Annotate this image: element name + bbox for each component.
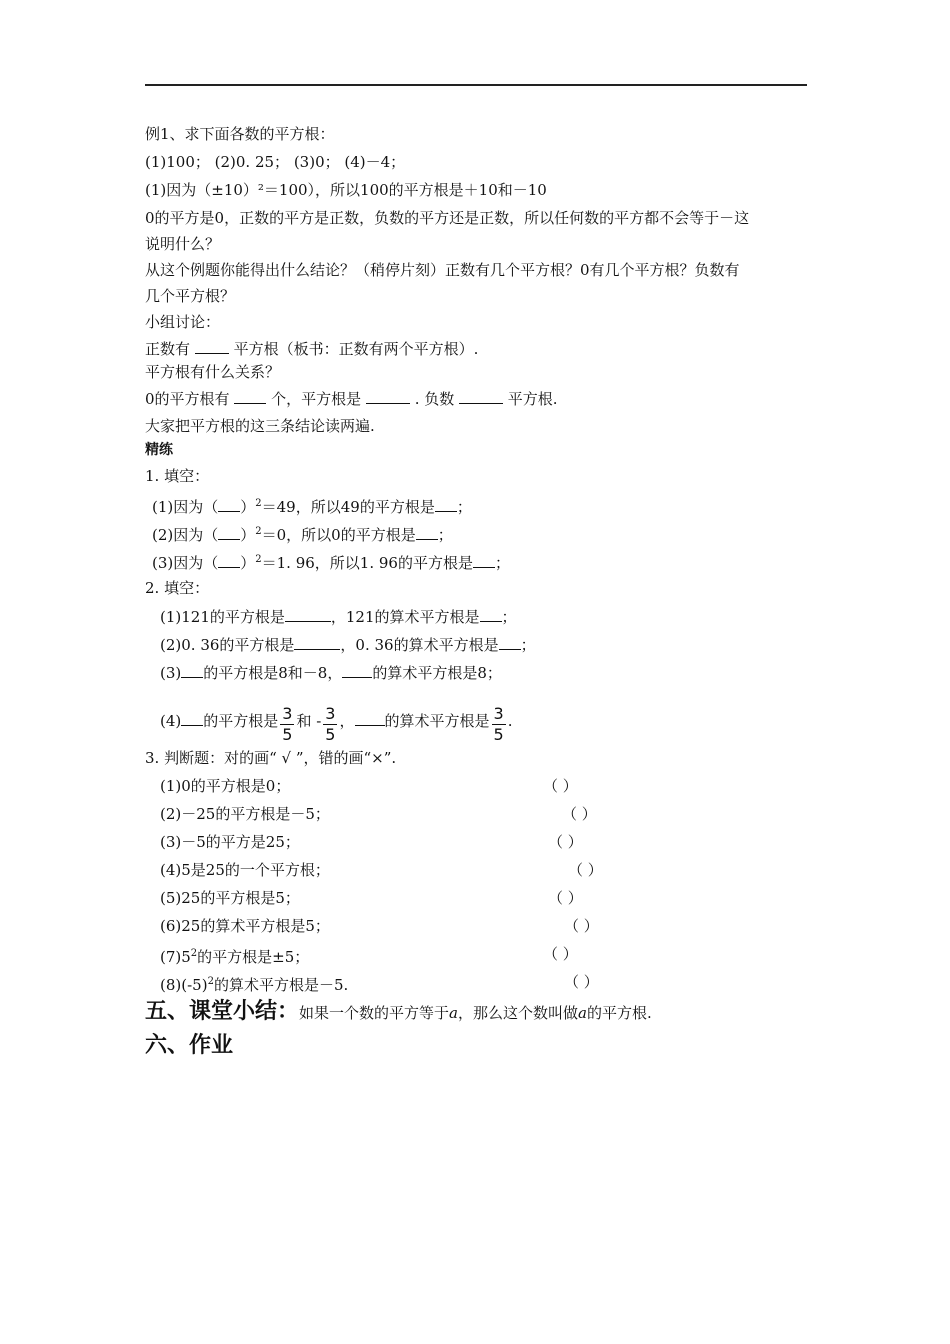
text: ，0. 36的算术平方根是 xyxy=(340,636,499,654)
relation-question: 平方根有什么关系？ xyxy=(145,363,281,381)
fill-blank[interactable] xyxy=(480,606,502,622)
fraction-denominator: 5 xyxy=(493,725,504,744)
text: ＝49，所以49的平方根是 xyxy=(261,498,435,516)
text: 的算术平方根是 xyxy=(384,712,490,730)
text: 正数有 xyxy=(145,340,191,358)
fill-blank[interactable] xyxy=(294,634,340,650)
q3-title: 3. 判断题：对的画“ √ ”，错的画“×”. xyxy=(145,749,397,767)
text: ） xyxy=(240,498,256,516)
text: 的算术平方根是－5. xyxy=(213,976,349,994)
answer-parentheses[interactable]: （ ） xyxy=(568,861,603,879)
q1-item-3 xyxy=(152,550,510,573)
fill-blank[interactable] xyxy=(355,710,385,726)
fill-blank[interactable] xyxy=(218,552,240,568)
fraction xyxy=(492,704,506,745)
text: (2)因为（ xyxy=(152,526,219,544)
q1-item-1 xyxy=(152,494,472,517)
q3-item: (1)0的平方根是0； xyxy=(160,777,291,795)
answer-parentheses[interactable]: （ ） xyxy=(543,777,578,795)
fill-blank[interactable] xyxy=(195,338,229,354)
text: ； xyxy=(494,554,510,572)
fill-blank[interactable] xyxy=(435,496,457,512)
text: 和 - xyxy=(296,712,322,730)
text: 的平方根是±5； xyxy=(197,948,310,966)
q2-item-1 xyxy=(160,606,517,627)
fraction-denominator: 5 xyxy=(325,725,336,744)
fraction-denominator: 5 xyxy=(282,725,293,744)
practice-heading: 精练 xyxy=(145,442,173,458)
q1-title: 1. 填空： xyxy=(145,467,210,485)
answer-parentheses[interactable]: （ ） xyxy=(543,945,578,963)
zero-roots-line xyxy=(145,388,558,409)
text: . xyxy=(507,712,513,730)
fill-blank[interactable] xyxy=(342,662,372,678)
text: (7)5 xyxy=(160,948,191,966)
text: (3) xyxy=(160,664,182,682)
text: (8)(-5) xyxy=(160,976,208,994)
text: (1)121的平方根是 xyxy=(160,608,285,626)
q3-item: (4)5是25的一个平方根； xyxy=(160,861,330,879)
fill-blank[interactable] xyxy=(366,388,410,404)
q1-item-2 xyxy=(152,522,453,545)
positive-roots-line xyxy=(145,338,478,359)
fill-blank[interactable] xyxy=(234,388,266,404)
example-title: 例1、求下面各数的平方根： xyxy=(145,125,335,143)
fraction xyxy=(323,704,337,745)
superscript: 2 xyxy=(207,976,214,987)
paragraph-2b: 几个平方根？ xyxy=(145,287,236,305)
section-summary xyxy=(145,998,652,1027)
text: ， xyxy=(339,712,355,730)
text: ） xyxy=(240,526,256,544)
fill-blank[interactable] xyxy=(181,710,203,726)
q3-item: (6)25的算术平方根是5； xyxy=(160,917,330,935)
answer-parentheses[interactable]: （ ） xyxy=(548,833,583,851)
fill-blank[interactable] xyxy=(218,524,240,540)
superscript: 2 xyxy=(255,498,262,509)
text: ； xyxy=(520,636,536,654)
fill-blank[interactable] xyxy=(416,524,438,540)
example-solution: (1)因为（±10）²＝100），所以100的平方根是＋10和－10 xyxy=(145,181,547,199)
answer-parentheses[interactable]: （ ） xyxy=(564,973,599,991)
answer-parentheses[interactable]: （ ） xyxy=(562,805,597,823)
example-items: (1)100； (2)0. 25； (3)0； (4)－4； xyxy=(145,153,406,171)
text: (1)因为（ xyxy=(152,498,219,516)
variable: a xyxy=(578,1004,587,1022)
fraction-numerator: 3 xyxy=(282,704,293,723)
fill-blank[interactable] xyxy=(499,634,521,650)
text: 如果一个数的平方等于 xyxy=(299,1004,450,1022)
text: 平方根. xyxy=(507,390,558,408)
group-discussion: 小组讨论： xyxy=(145,313,221,331)
text: (2)0. 36的平方根是 xyxy=(160,636,295,654)
fill-blank[interactable] xyxy=(218,496,240,512)
text: 平方根（板书：正数有两个平方根）. xyxy=(233,340,479,358)
text: ，121的算术平方根是 xyxy=(330,608,480,626)
text: (4) xyxy=(160,712,182,730)
variable: a xyxy=(449,1004,458,1022)
fill-blank[interactable] xyxy=(181,662,203,678)
q3-item-8 xyxy=(160,972,348,995)
text: ； xyxy=(501,608,517,626)
text: 的平方根是 xyxy=(203,712,279,730)
section-heading: 五、课堂小结： xyxy=(145,999,300,1024)
text: ，那么这个数叫做 xyxy=(457,1004,578,1022)
q3-item-7 xyxy=(160,944,309,967)
paragraph-2a: 从这个例题你能得出什么结论？（稍停片刻）正数有几个平方根？0有几个平方根？负数有 xyxy=(145,261,740,279)
superscript: 2 xyxy=(190,948,198,959)
paragraph-1a: 0的平方是0，正数的平方是正数，负数的平方还是正数，所以任何数的平方都不会等于－这 xyxy=(145,209,750,227)
fill-blank[interactable] xyxy=(285,606,331,622)
header-rule xyxy=(145,84,807,86)
text: 的算术平方根是8； xyxy=(372,664,502,682)
fill-blank[interactable] xyxy=(473,552,495,568)
q2-item-4 xyxy=(160,704,512,745)
q3-item: (2)－25的平方根是－5； xyxy=(160,805,330,823)
superscript: 2 xyxy=(255,526,262,537)
text: 个，平方根是 xyxy=(271,390,362,408)
text: ＝0，所以0的平方根是 xyxy=(261,526,416,544)
text: (3)因为（ xyxy=(152,554,219,572)
q3-item: (5)25的平方根是5； xyxy=(160,889,300,907)
fraction-numerator: 3 xyxy=(493,704,504,723)
q2-item-2 xyxy=(160,634,536,655)
answer-parentheses[interactable]: （ ） xyxy=(564,917,599,935)
q2-item-3 xyxy=(160,662,502,683)
text: 的平方根是8和－8， xyxy=(203,664,343,682)
text: 的平方根. xyxy=(586,1004,652,1022)
text: . 负数 xyxy=(414,390,455,408)
summary-text xyxy=(299,1004,652,1022)
answer-parentheses[interactable]: （ ） xyxy=(548,889,583,907)
read-aloud: 大家把平方根的这三条结论读两遍. xyxy=(145,417,375,435)
text: ＝1. 96，所以1. 96的平方根是 xyxy=(261,554,473,572)
text: 0的平方根有 xyxy=(145,390,230,408)
paragraph-1b: 说明什么？ xyxy=(145,235,221,253)
section-homework: 六、作业 xyxy=(145,1033,234,1058)
text: ） xyxy=(240,554,256,572)
text: ； xyxy=(456,498,472,516)
fill-blank[interactable] xyxy=(459,388,503,404)
q3-item: (3)－5的平方是25； xyxy=(160,833,300,851)
q2-title: 2. 填空： xyxy=(145,579,210,597)
fraction-numerator: 3 xyxy=(325,704,336,723)
text: ； xyxy=(437,526,453,544)
superscript: 2 xyxy=(255,554,262,565)
fraction xyxy=(280,704,294,745)
